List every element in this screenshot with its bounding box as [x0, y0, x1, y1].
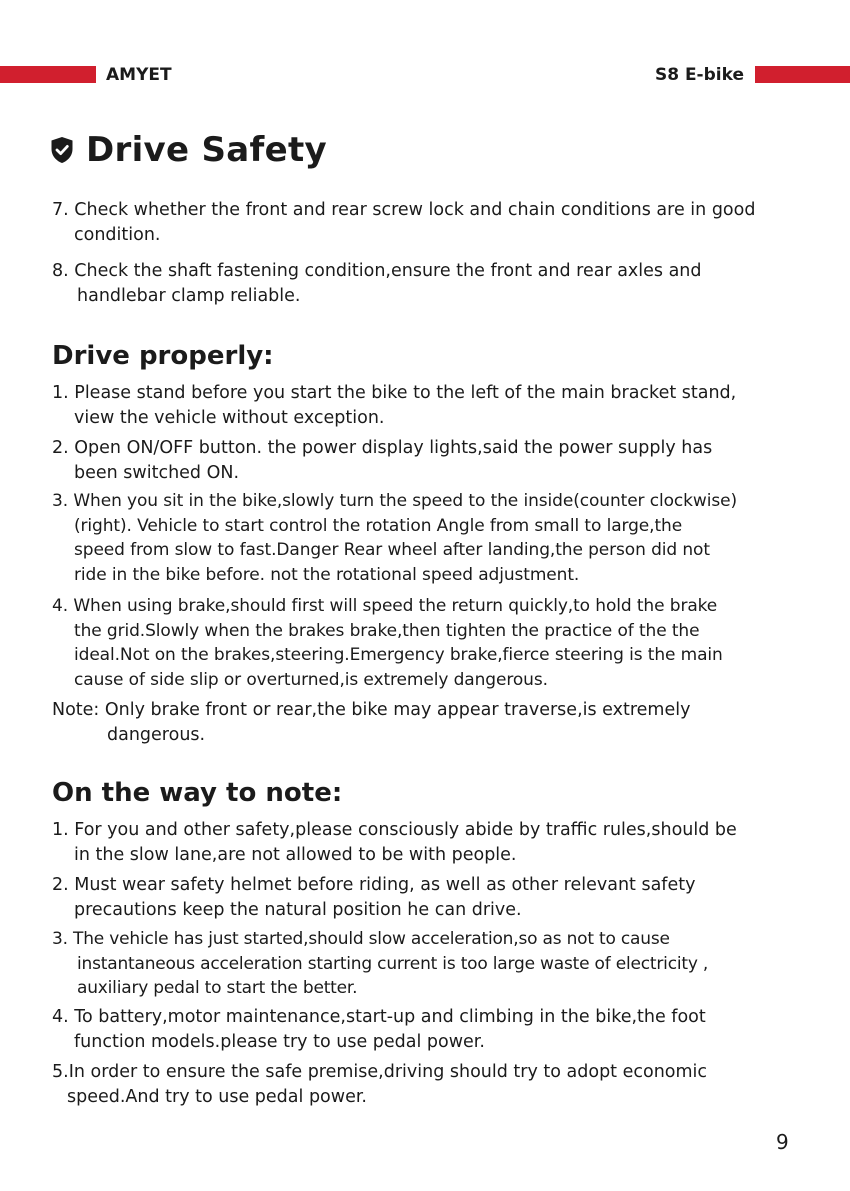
text-line: 3. When you sit in the bike,slowly turn the speed to the inside(counter clockwise) [52, 491, 737, 511]
drive-item-4 [52, 594, 723, 692]
way-item-1 [52, 818, 737, 867]
page-number: 9 [776, 1130, 789, 1154]
text-line: been switched ON. [74, 462, 240, 483]
drive-item-3 [52, 489, 737, 587]
text-line: 5.In order to ensure the safe premise,driving should try to adopt economic [52, 1062, 708, 1082]
text-line: dangerous. [107, 724, 206, 745]
section-heading-on-the-way: On the way to note: [52, 778, 343, 808]
product-model: S8 E-bike [654, 65, 744, 85]
section-heading-drive-properly: Drive properly: [52, 341, 274, 371]
text-line: ideal.Not on the brakes,steering.Emergency brake,fierce steering is the main [74, 645, 723, 665]
text-line: speed from slow to fast.Danger Rear wheel after landing,the person did not [74, 540, 710, 560]
text-line: cause of side slip or overturned,is extremely dangerous. [74, 669, 548, 690]
check-item-7 [52, 198, 755, 247]
text-line: (right). Vehicle to start control the rotation Angle from small to large,the [74, 515, 683, 536]
text-line: ride in the bike before. not the rotational speed adjustment. [74, 564, 580, 585]
text-line: instantaneous acceleration starting current is too large waste of electricity , [77, 953, 709, 974]
page-title-row [50, 130, 327, 170]
check-item-8 [52, 259, 702, 308]
text-line: in the slow lane,are not allowed to be with people. [74, 844, 517, 865]
text-line: 1. For you and other safety,please consciously abide by traffic rules,should be [52, 820, 737, 840]
text-line: 2. Must wear safety helmet before riding, as well as other relevant safety [52, 875, 696, 895]
page-title: Drive Safety [86, 130, 328, 170]
way-item-4 [52, 1005, 706, 1054]
text-line: precautions keep the natural position he can drive. [74, 899, 522, 920]
text-line: function models.please try to use pedal power. [74, 1031, 485, 1052]
text-line: 4. To battery,motor maintenance,start-up and climbing in the bike,the foot [52, 1007, 706, 1027]
text-line: the grid.Slowly when the brakes brake,then tighten the practice of the the [74, 620, 700, 641]
text-line: condition. [74, 224, 161, 245]
text-line: handlebar clamp reliable. [77, 285, 301, 306]
drive-item-2 [52, 436, 712, 485]
brand-name: AMYET [106, 65, 172, 85]
header-accent-bar-left [0, 66, 96, 83]
text-line: speed.And try to use pedal power. [67, 1086, 367, 1107]
text-line: 2. Open ON/OFF button. the power display lights,said the power supply has [52, 438, 713, 458]
text-line: Note: Only brake front or rear,the bike may appear traverse,is extremely [52, 700, 691, 720]
shield-check-icon [50, 136, 74, 164]
text-line: view the vehicle without exception. [74, 407, 385, 428]
way-item-2 [52, 873, 695, 922]
header-accent-bar-right [755, 66, 850, 83]
drive-item-1 [52, 381, 736, 430]
text-line: 7. Check whether the front and rear screw lock and chain conditions are in good [52, 200, 756, 220]
text-line: 8. Check the shaft fastening condition,ensure the front and rear axles and [52, 261, 702, 281]
text-line: 1. Please stand before you start the bike to the left of the main bracket stand, [52, 383, 737, 403]
way-item-3 [52, 927, 708, 1001]
text-line: 3. The vehicle has just started,should slow acceleration,so as not to cause [52, 929, 670, 949]
way-item-5 [52, 1060, 707, 1109]
text-line: auxiliary pedal to start the better. [77, 978, 358, 998]
drive-note [52, 698, 690, 747]
text-line: 4. When using brake,should first will speed the return quickly,to hold the brake [52, 596, 718, 616]
